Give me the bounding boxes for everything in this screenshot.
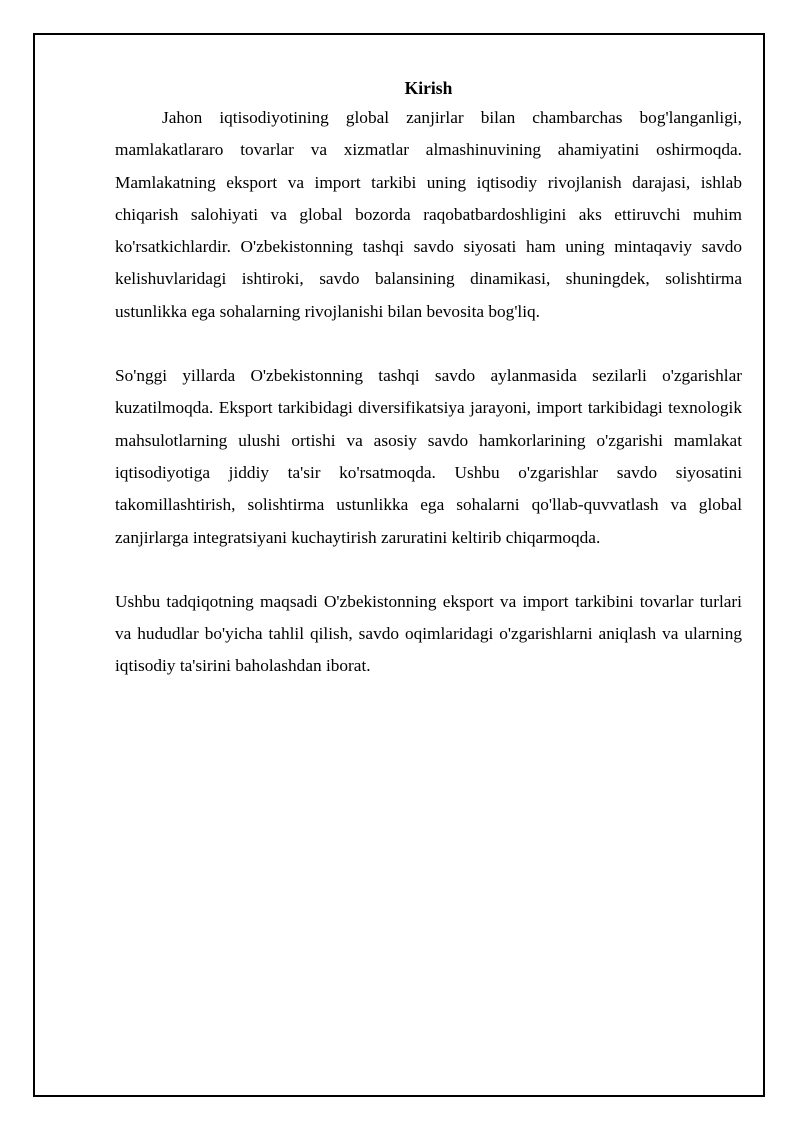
paragraph-2: So'nggi yillarda O'zbekistonning tashqi savdo aylanmasida sezilarli o'zgarishlar kuzatilmoqda. Eksport tarkibidagi diversifikatsiya jarayoni, import tarkibidagi texnologik mahsulotlarning ulushi ortishi va asosiy savdo hamkorlarining o'zgarishi mamlakat iqtisodiyotiga jiddiy ta'sir ko'rsatmoqda. Ushbu o'zgarishlar savdo siyosatini takomillashtirish, solishtirma ustunlikka ega sohalarni qo'llab-quvvatlash va global zanjirlarga integratsiyani kuchaytirish zaruratini keltirib chiqarmoqda. [115, 366, 742, 547]
paragraph-gap [115, 328, 742, 360]
paragraph-3: Ushbu tadqiqotning maqsadi O'zbekistonning eksport va import tarkibini tovarlar turlari va hududlar bo'yicha tahlil qilish, savdo oqimlaridagi o'zgarishlarni aniqlash va ularning iqtisodiy ta'sirini baholashdan iborat. [115, 591, 742, 676]
paragraph-gap [115, 554, 742, 586]
document-title: Kirish [404, 78, 453, 98]
document-body [115, 74, 742, 683]
paragraph-1: Jahon iqtisodiyotining global zanjirlar bilan chambarchas bog'langanligi, mamlakatlararo tovarlar va xizmatlar almashinuvining ahamiyatini oshirmoqda. Mamlakatning eksport va import tarkibi uning iqtisodiy rivojlanish darajasi, ishlab chiqarish salohiyati va global bozorda raqobatbardoshligini aks ettiruvchi muhim ko'rsatkichlardir. O'zbekistonning tashqi savdo siyosati ham uning mintaqaviy savdo kelishuvlaridagi ishtiroki, savdo balansining dinamikasi, shuningdek, solishtirma ustunlikka ega sohalarning rivojlanishi bilan bevosita bog'liq. [115, 108, 742, 321]
